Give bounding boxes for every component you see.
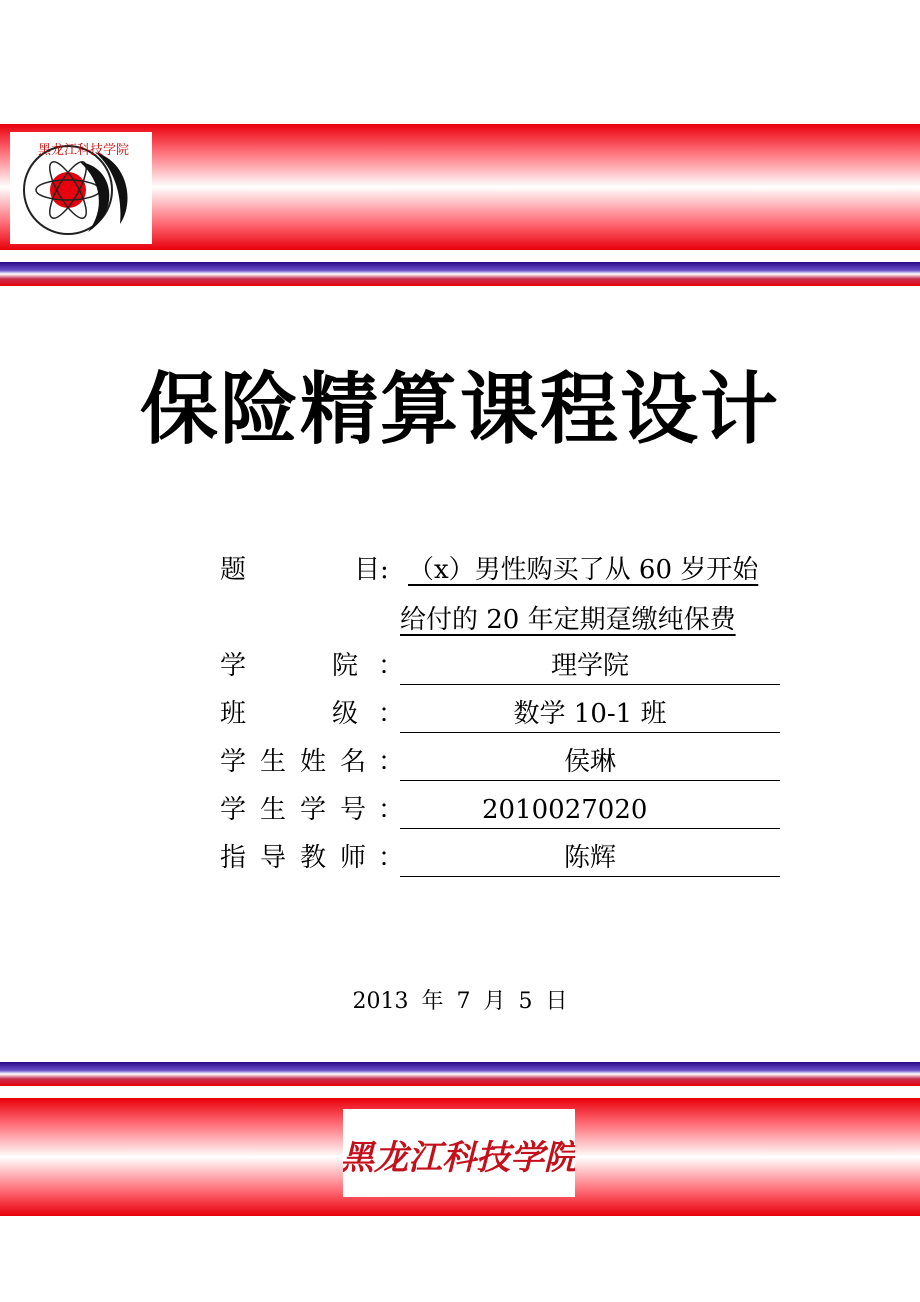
student-id-field: 2010027020 bbox=[400, 790, 780, 829]
school-calligraphy-logo bbox=[343, 1109, 575, 1197]
student-name-char-2: 生 bbox=[260, 747, 287, 777]
topic-value-line1: （x）男性购买了从 60 岁开始 bbox=[408, 555, 759, 585]
student-name-char-3: 姓 bbox=[300, 747, 327, 777]
bottom-blue-band bbox=[0, 1062, 920, 1086]
student-name-colon: ： bbox=[378, 747, 405, 777]
college-colon: ： bbox=[378, 651, 405, 681]
emblem-icon bbox=[10, 132, 152, 244]
student-id-char-1: 学 bbox=[220, 795, 247, 825]
document-date: 2013 年 7 月 5 日 bbox=[352, 989, 568, 1014]
school-emblem-logo bbox=[10, 132, 152, 244]
class-colon: ： bbox=[378, 699, 405, 729]
student-id-char-2: 生 bbox=[260, 795, 287, 825]
college-label-char-2: 院 bbox=[332, 651, 359, 681]
topic-label-char-2: 目 bbox=[354, 555, 381, 585]
college-label-char-1: 学 bbox=[220, 651, 247, 681]
student-id-char-4: 号 bbox=[340, 795, 367, 825]
topic-label-char-1: 题 bbox=[220, 555, 247, 585]
advisor-char-3: 教 bbox=[300, 843, 327, 873]
svg-text:黑龙江科技学院: 黑龙江科技学院 bbox=[343, 1138, 575, 1178]
calligraphy-icon bbox=[343, 1109, 575, 1197]
advisor-colon: ： bbox=[378, 843, 405, 873]
advisor-field: 陈辉 bbox=[400, 838, 780, 877]
college-field: 理学院 bbox=[400, 646, 780, 685]
student-id-colon: ： bbox=[378, 795, 405, 825]
advisor-char-2: 导 bbox=[260, 843, 287, 873]
page-title: 保险精算课程设计 bbox=[139, 365, 780, 455]
class-label-char-1: 班 bbox=[220, 699, 247, 729]
student-name-field: 侯琳 bbox=[400, 742, 780, 781]
advisor-char-1: 指 bbox=[220, 843, 247, 873]
topic-value-line2: 给付的 20 年定期趸缴纯保费 bbox=[400, 605, 736, 635]
student-id-char-3: 学 bbox=[300, 795, 327, 825]
class-field: 数学 10-1 班 bbox=[400, 694, 780, 733]
advisor-char-4: 师 bbox=[340, 843, 367, 873]
top-blue-band bbox=[0, 262, 920, 286]
student-name-char-4: 名 bbox=[340, 747, 367, 777]
svg-text:黑龙江科技学院: 黑龙江科技学院 bbox=[38, 143, 130, 158]
class-label-char-2: 级 bbox=[332, 699, 359, 729]
student-name-char-1: 学 bbox=[220, 747, 247, 777]
topic-colon: : bbox=[380, 555, 389, 585]
